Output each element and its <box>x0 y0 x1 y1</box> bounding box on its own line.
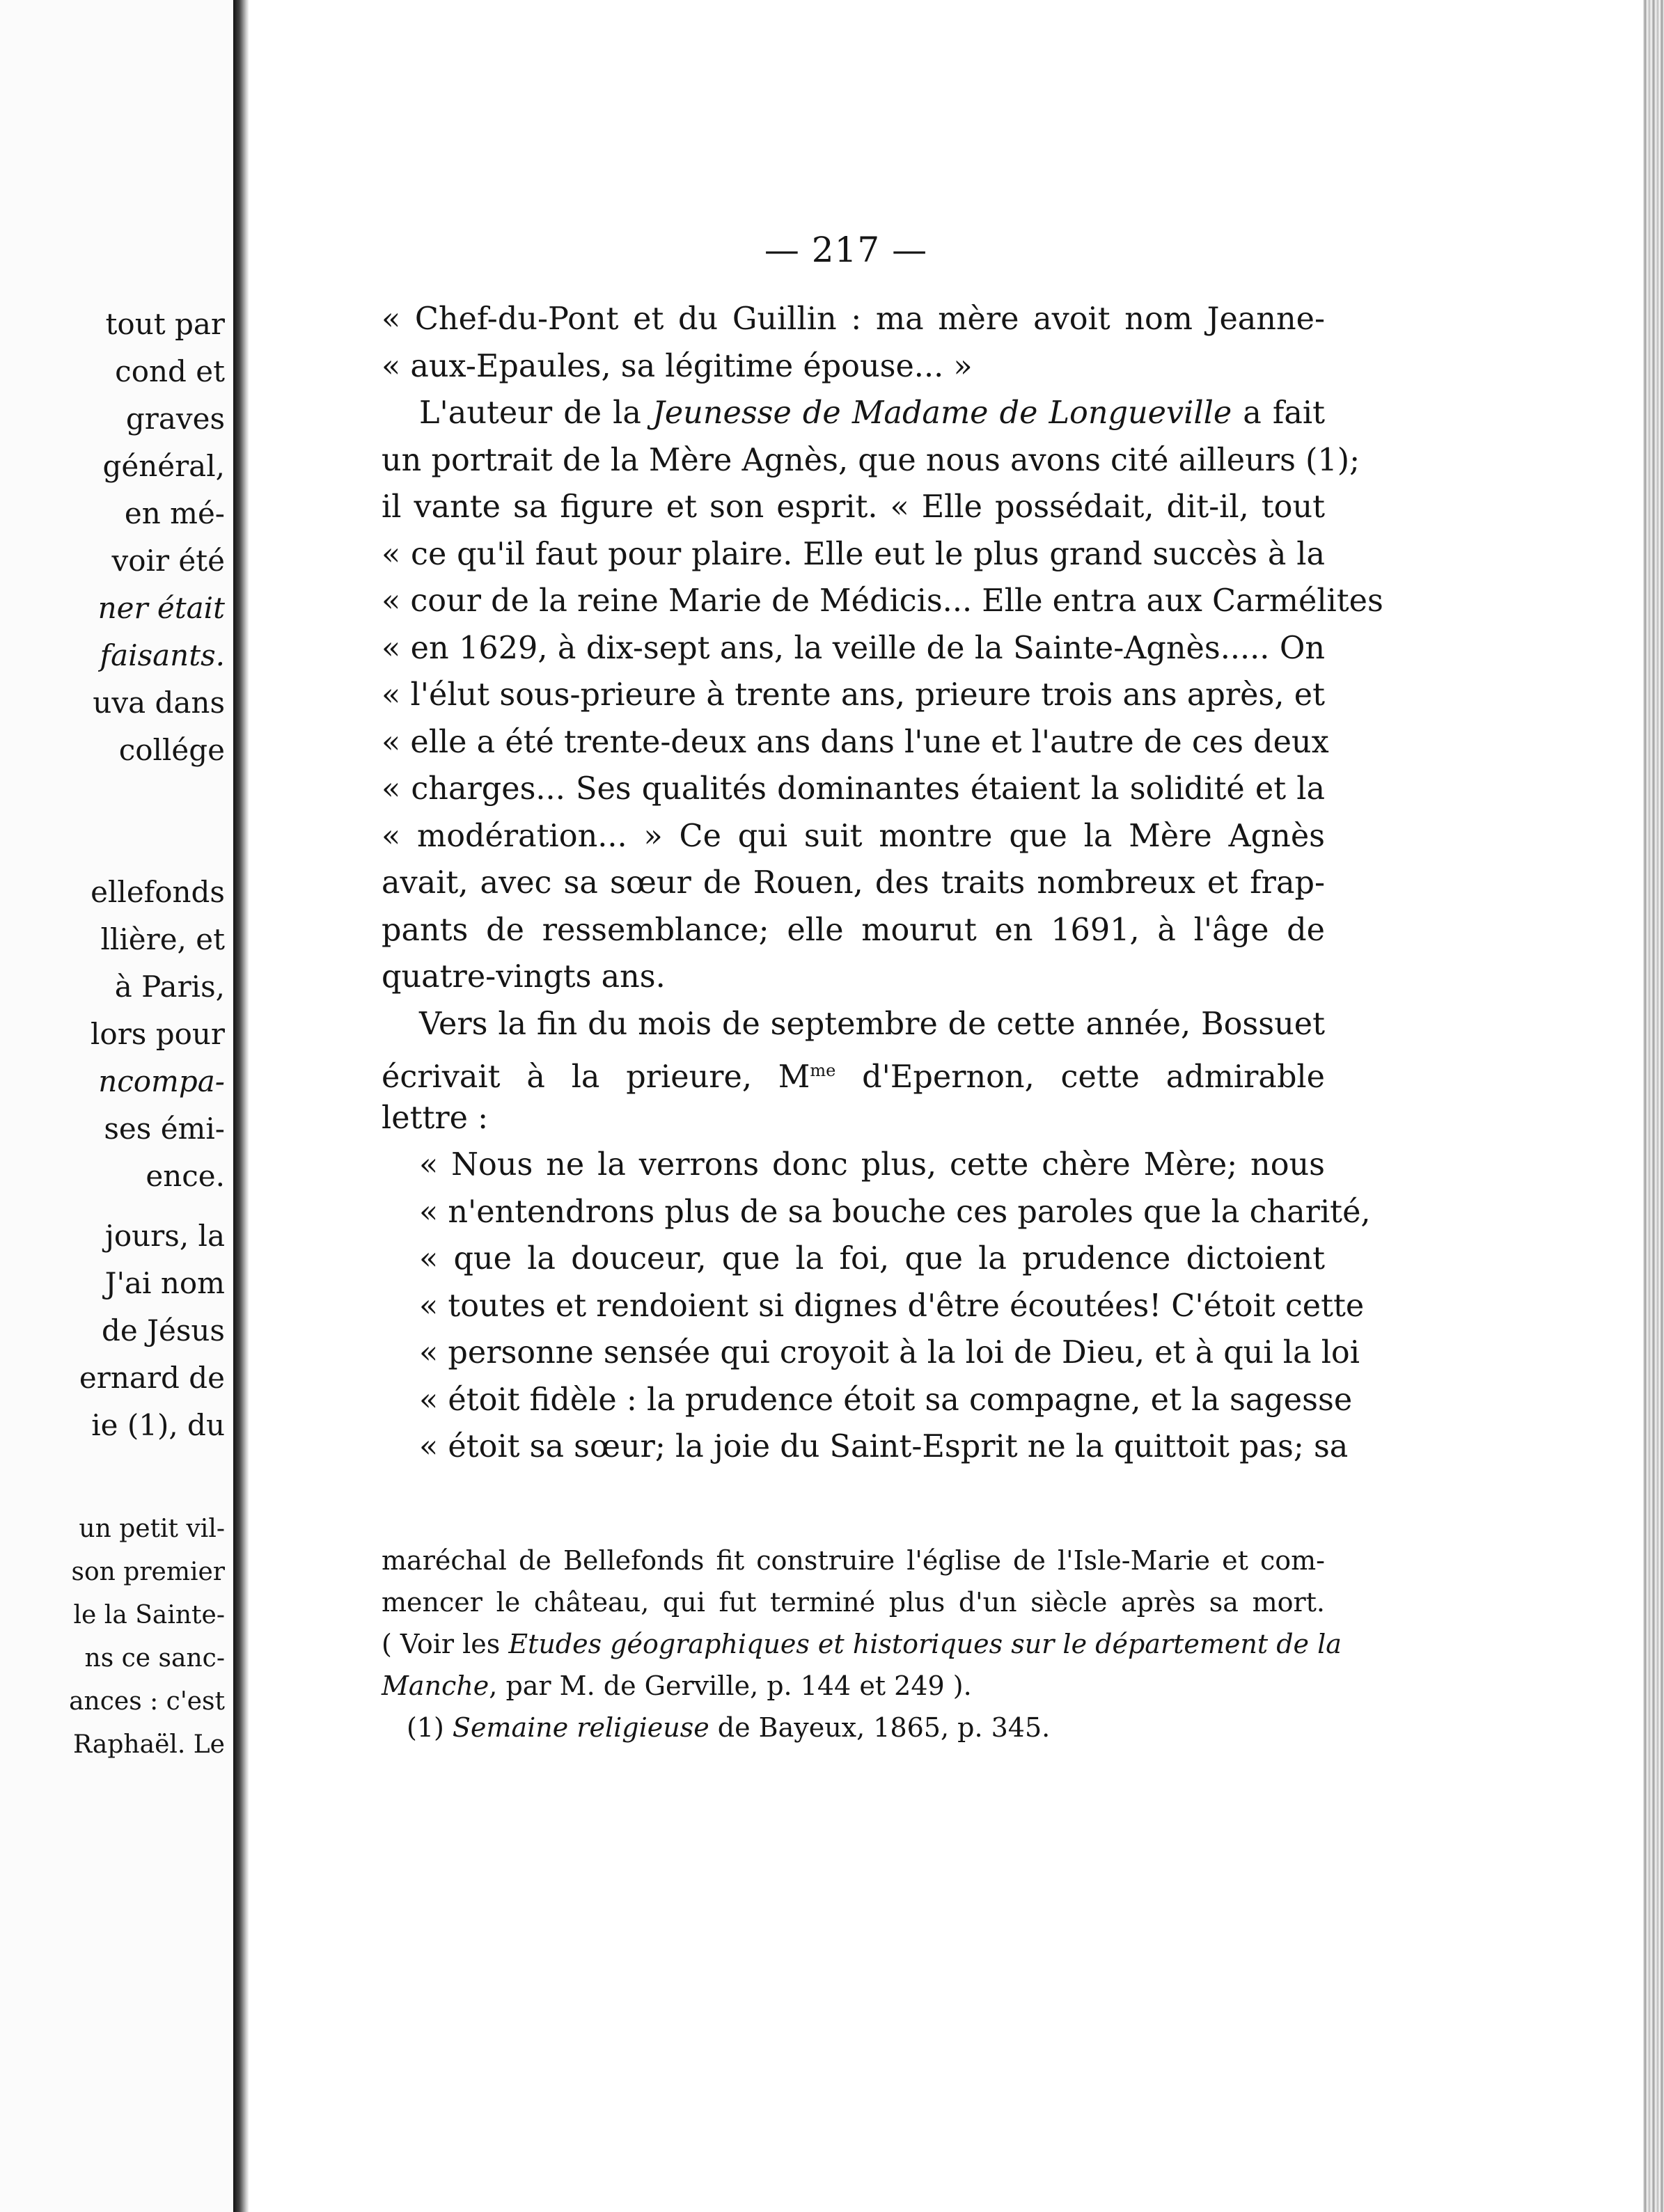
footnote-line <box>382 1623 1342 1665</box>
facing-line: ellefonds <box>91 875 225 909</box>
text-line: lettre : <box>382 1100 489 1136</box>
facing-line: en mé- <box>124 496 225 530</box>
facing-line: à Paris, <box>114 970 225 1004</box>
facing-line: collége <box>118 733 225 767</box>
text-line <box>382 390 1325 437</box>
facing-line: J'ai nom <box>104 1266 225 1300</box>
text-line: « cour de la reine Marie de Médicis... Elle entra aux Carmélites <box>382 583 1383 619</box>
text-line: « toutes et rendoient si dignes d'être écoutées! C'étoit cette <box>419 1288 1365 1324</box>
text-line <box>382 1048 1325 1095</box>
facing-note-line: ns ce sanc- <box>84 1644 225 1673</box>
facing-line: de Jésus <box>102 1313 225 1348</box>
footnotes <box>382 1540 1342 1748</box>
book-gutter <box>233 0 249 2212</box>
book-title: Etudes géographiques et historiques sur le département de la <box>508 1629 1342 1659</box>
text-line: « charges... Ses qualités dominantes étaient la solidité et la <box>382 771 1325 807</box>
facing-line: ie (1), du <box>91 1408 225 1442</box>
facing-line: graves <box>125 402 225 436</box>
facing-line: lors pour <box>91 1017 225 1051</box>
text-run: écrivait à la prieure, M <box>382 1059 810 1095</box>
footnote-line: maréchal de Bellefonds fit construire l'église de l'Isle-Marie et com- <box>382 1545 1325 1576</box>
facing-line: ses émi- <box>104 1112 225 1146</box>
facing-line: tout par <box>105 307 225 341</box>
facing-line: ernard de <box>79 1361 225 1395</box>
book-title: Semaine religieuse <box>452 1712 709 1743</box>
text-line: « aux-Epaules, sa légitime épouse... » <box>382 348 973 384</box>
facing-line: voir été <box>111 544 225 578</box>
footnote-line <box>382 1665 1325 1707</box>
text-line: « personne sensée qui croyoit à la loi de Dieu, et à qui la loi <box>419 1335 1360 1370</box>
facing-line: général, <box>102 449 225 483</box>
superscript: me <box>810 1061 836 1080</box>
facing-line: cond et <box>115 354 225 388</box>
facing-line: faisants. <box>100 638 225 672</box>
facing-line: uva dans <box>93 686 225 720</box>
text-line: « en 1629, à dix-sept ans, la veille de la Sainte-Agnès..... On <box>382 630 1325 666</box>
text-line: avait, avec sa sœur de Rouen, des traits nombreux et frap- <box>382 865 1325 901</box>
text-line: « ce qu'il faut pour plaire. Elle eut le plus grand succès à la <box>382 536 1325 572</box>
facing-note-line: son premier <box>71 1558 225 1586</box>
text-line: « étoit sa sœur; la joie du Saint-Esprit ne la quittoit pas; sa <box>419 1429 1349 1464</box>
text-line: « elle a été trente-deux ans dans l'une et l'autre de ces deux <box>382 724 1329 760</box>
text-run: L'auteur de la <box>419 395 652 431</box>
facing-line: llière, et <box>100 922 225 956</box>
text-line: Vers la fin du mois de septembre de cette année, Bossuet <box>419 1006 1325 1042</box>
footnote-line: mencer le château, qui fut terminé plus d'un siècle après sa mort. <box>382 1587 1325 1618</box>
facing-note-line: le la Sainte- <box>73 1601 225 1629</box>
facing-line: ner était <box>97 591 225 625</box>
facing-page-fragment <box>0 0 233 2212</box>
text-run: , par M. de Gerville, p. 144 et 249 ). <box>489 1670 972 1701</box>
facing-line: ncompa- <box>98 1064 225 1098</box>
facing-note-line: ances : c'est <box>69 1687 225 1716</box>
text-line: « n'entendrons plus de sa bouche ces paroles que la charité, <box>419 1194 1371 1230</box>
text-line: quatre-vingts ans. <box>382 959 666 995</box>
footnote-line <box>382 1707 1325 1748</box>
text-run: a fait <box>1232 395 1326 431</box>
facing-line: jours, la <box>104 1219 225 1253</box>
text-run: ( Voir les <box>382 1629 509 1659</box>
text-run: d'Epernon, cette admirable <box>835 1059 1325 1095</box>
text-line: « Nous ne la verrons donc plus, cette chère Mère; nous <box>419 1147 1325 1183</box>
facing-line: ence. <box>146 1159 225 1193</box>
text-run: de Bayeux, 1865, p. 345. <box>709 1712 1051 1743</box>
footnote-marker: (1) <box>407 1712 453 1743</box>
facing-note-line: un petit vil- <box>79 1515 225 1543</box>
text-line: il vante sa figure et son esprit. « Elle possédait, dit-il, tout <box>382 489 1325 525</box>
text-line: « l'élut sous-prieure à trente ans, prieure trois ans après, et <box>382 677 1325 713</box>
text-line: « étoit fidèle : la prudence étoit sa compagne, et la sagesse <box>419 1382 1353 1418</box>
page-edge <box>1643 0 1664 2212</box>
text-line: « que la douceur, que la foi, que la prudence dictoient <box>419 1241 1325 1277</box>
book-title: Jeunesse de Madame de Longueville <box>652 395 1232 431</box>
book-title: Manche <box>382 1670 489 1701</box>
page-number: — 217 — <box>764 230 928 270</box>
text-line: « modération... » Ce qui suit montre que la Mère Agnès <box>382 818 1325 854</box>
text-line: un portrait de la Mère Agnès, que nous avons cité ailleurs (1); <box>382 442 1360 478</box>
body-text <box>382 296 1383 1471</box>
facing-note-line: Raphaël. Le <box>72 1730 225 1759</box>
text-line: pants de ressemblance; elle mourut en 1691, à l'âge de <box>382 912 1325 948</box>
text-line: « Chef-du-Pont et du Guillin : ma mère avoit nom Jeanne- <box>382 301 1325 337</box>
